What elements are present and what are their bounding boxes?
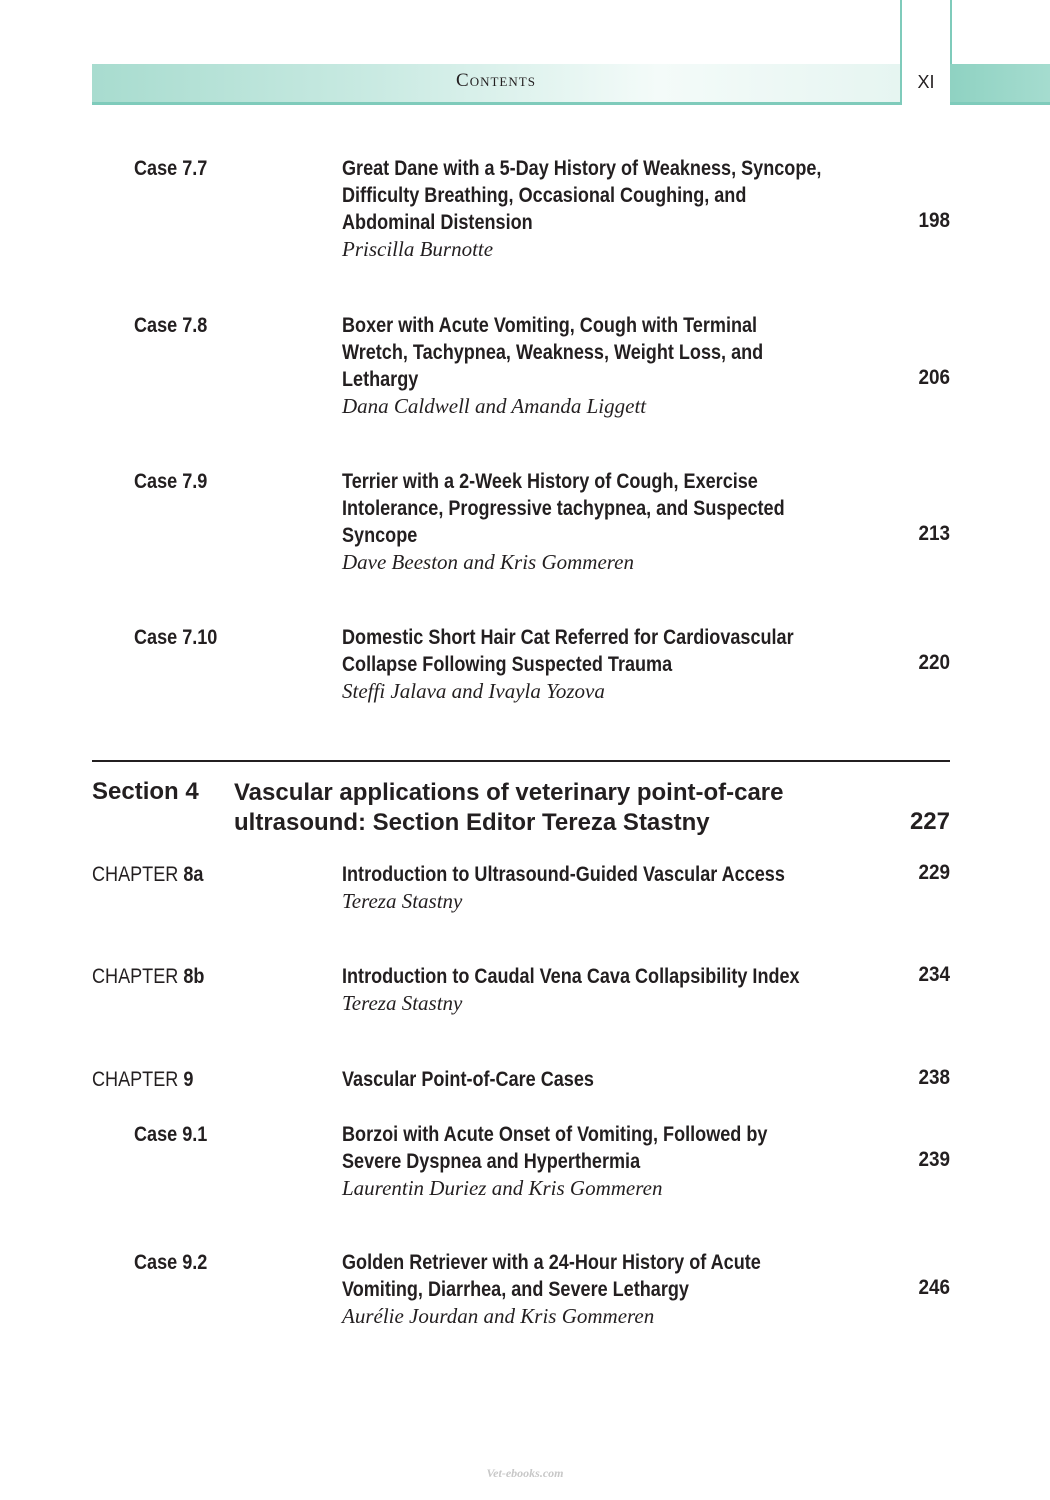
chapter-title: Introduction to Caudal Vena Cava Collapsibility Index [342,965,800,988]
running-header-title: Contents [456,70,536,91]
chapter-author: Tereza Stastny [342,889,463,913]
page-ref: 246 [918,1276,950,1299]
chapter-label: CHAPTER 8b [92,965,205,988]
page-number: XI [917,72,935,92]
case-author: Dave Beeston and Kris Gommeren [342,550,635,574]
section-divider [92,760,950,762]
page-ref: 198 [918,209,950,232]
case-author: Laurentin Duriez and Kris Gommeren [342,1176,663,1200]
case-title: Domestic Short Hair Cat Referred for Cardiovascular Collapse Following Suspected Trauma [342,626,794,676]
chapter-author: Tereza Stastny [342,991,463,1015]
case-label: Case 7.8 [134,314,208,337]
chapter-title: Introduction to Ultrasound-Guided Vascular Access [342,863,785,886]
case-label: Case 7.9 [134,470,208,493]
case-title: Golden Retriever with a 24-Hour History of Acute Vomiting, Diarrhea, and Severe Lethargy [342,1251,761,1301]
chapter-label: CHAPTER 9 [92,1068,194,1091]
page-ref: 239 [918,1148,950,1171]
case-title: Terrier with a 2-Week History of Cough, Exercise Intolerance, Progressive tachypnea, and Suspected Syncope [342,470,785,547]
section-title: Vascular applications of veterinary point-of-care ultrasound: Section Editor Tereza Stastny [234,779,784,836]
page-ref: 234 [918,963,950,986]
case-author: Dana Caldwell and Amanda Liggett [342,394,647,418]
page-ref: 229 [918,861,950,884]
case-label: Case 9.2 [134,1251,208,1274]
case-title: Borzoi with Acute Onset of Vomiting, Followed by Severe Dyspnea and Hyperthermia [342,1123,768,1173]
case-label: Case 7.10 [134,626,218,649]
case-title: Great Dane with a 5-Day History of Weakness, Syncope, Difficulty Breathing, Occasional Coughing, and Abdominal Distension [342,157,822,234]
case-author: Priscilla Burnotte [342,237,494,261]
page-number-tab [900,0,952,105]
page-ref: 213 [918,522,950,545]
header-edge-band [950,64,1050,105]
section-label: Section 4 [92,778,199,805]
case-label: Case 9.1 [134,1123,208,1146]
running-header [92,64,900,105]
chapter-label: CHAPTER 8a [92,863,204,886]
case-author: Steffi Jalava and Ivayla Yozova [342,679,605,703]
page-ref: 238 [918,1066,950,1089]
case-label: Case 7.7 [134,157,208,180]
watermark-logo: Vet-ebooks.com [486,1466,564,1480]
case-title: Boxer with Acute Vomiting, Cough with Terminal Wretch, Tachypnea, Weakness, Weight Loss, and Lethargy [342,314,764,391]
chapter-title: Vascular Point-of-Care Cases [342,1068,594,1091]
case-author: Aurélie Jourdan and Kris Gommeren [342,1304,655,1328]
page-ref: 206 [918,366,950,389]
section-page-ref: 227 [909,808,950,835]
page-ref: 220 [918,651,950,674]
